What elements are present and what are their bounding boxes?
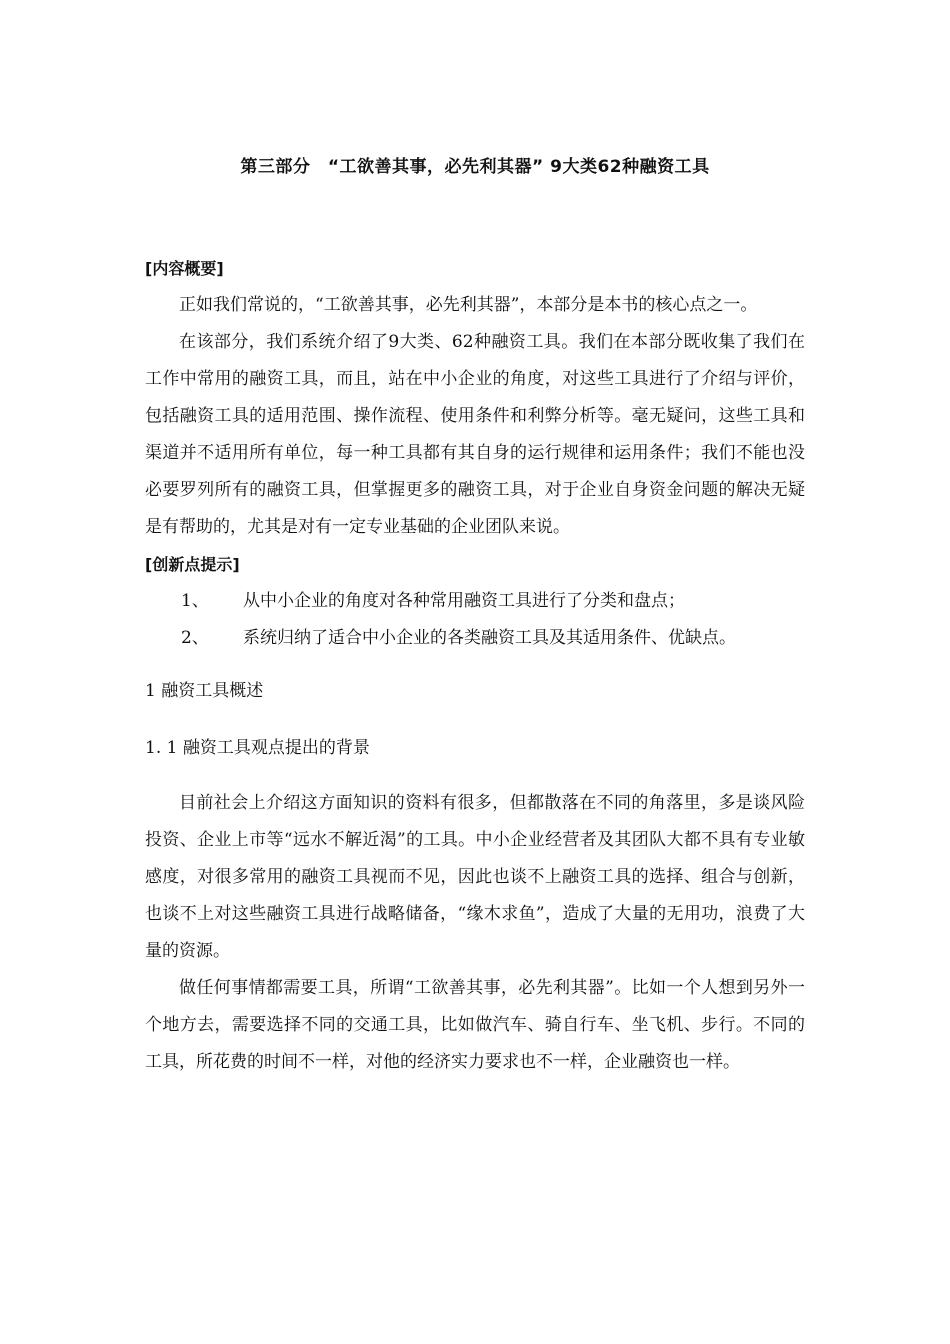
body-paragraph: 目前社会上介绍这方面知识的资料有很多，但都散落在不同的角落里，多是谈风险投资、企业上市等“远水不解近渴”的工具。中小企业经营者及其团队大都不具有专业敏感度，对很多常用的融资工具视而不见，因此也谈不上融资工具的选择、组合与创新，也谈不上对这些融资工具进行战略储备，“缘木求鱼”，造成了大量的无用功，浪费了大量的资源。 (145, 793, 805, 961)
body-paragraph: 做任何事情都需要工具，所谓“工欲善其事，必先利其器”。比如一个人想到另外一个地方去，需要选择不同的交通工具，比如做汽车、骑自行车、坐飞机、步行。不同的工具，所花费的时间不一样，对他的经济实力要求也不一样，企业融资也一样。 (145, 978, 805, 1072)
list-item-number: 2、 (181, 628, 209, 648)
summary-paragraph: 在该部分，我们系统介绍了9大类、62种融资工具。我们在本部分既收集了我们在工作中常用的融资工具，而且，站在中小企业的角度，对这些工具进行了介绍与评价，包括融资工具的适用范围、操作流程、使用条件和利弊分析等。毫无疑问，这些工具和渠道并不适用所有单位，每一种工具都有其自身的运行规律和运用条件；我们不能也没必要罗列所有的融资工具，但掌握更多的融资工具，对于企业自身资金问题的解决无疑是有帮助的，尤其是对有一定专业基础的企业团队来说。 (145, 332, 805, 537)
list-item-number: 1、 (181, 591, 209, 611)
subsection-heading: 1. 1 融资工具观点提出的背景 (145, 738, 370, 758)
innovation-heading: [创新点提示] (145, 555, 240, 574)
list-item (145, 620, 805, 657)
summary-paragraph: 正如我们常说的，“工欲善其事，必先利其器”，本部分是本书的核心点之一。 (179, 295, 758, 315)
document-content (145, 250, 805, 1081)
list-item-text: 从中小企业的角度对各种常用融资工具进行了分类和盘点； (243, 591, 685, 611)
page-title: 第三部分 “工欲善其事，必先利其器” 9大类62种融资工具 (240, 157, 710, 177)
list-item (145, 583, 805, 620)
list-item-text: 系统归纳了适合中小企业的各类融资工具及其适用条件、优缺点。 (243, 628, 736, 648)
section-heading: 1 融资工具概述 (145, 681, 264, 701)
summary-heading: [内容概要] (145, 259, 224, 278)
